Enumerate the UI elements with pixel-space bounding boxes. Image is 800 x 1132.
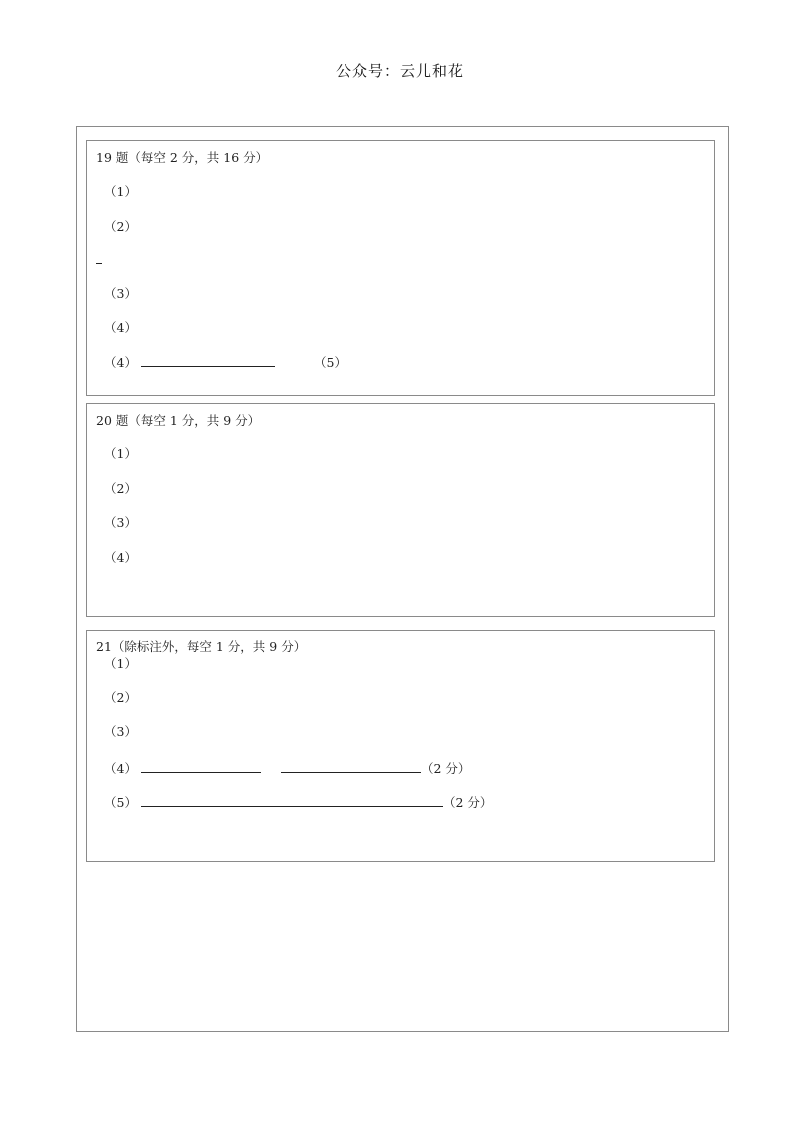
stray-dash-mark bbox=[96, 263, 102, 264]
question-20-item-1: （1） bbox=[104, 446, 137, 461]
question-19-item-4b bbox=[104, 353, 275, 371]
question-19-item-2: （2） bbox=[104, 219, 137, 234]
question-21-box bbox=[86, 630, 715, 862]
question-19-title: 19 题（每空 2 分，共 16 分） bbox=[96, 150, 269, 165]
question-21-item-2: （2） bbox=[104, 690, 137, 705]
question-19-item-4b-answer-line[interactable] bbox=[141, 354, 275, 367]
question-19-item-5: （5） bbox=[314, 355, 347, 370]
page-header-title: 公众号：云儿和花 bbox=[335, 62, 464, 80]
question-20-title: 20 题（每空 1 分，共 9 分） bbox=[96, 413, 261, 428]
question-20-item-4: （4） bbox=[104, 550, 137, 565]
question-19-item-4b-label: （4） bbox=[104, 355, 137, 370]
question-21-item-5-score: （2 分） bbox=[442, 795, 493, 810]
question-19-item-3: （3） bbox=[104, 286, 137, 301]
question-19-item-1: （1） bbox=[104, 184, 137, 199]
question-21-item-3: （3） bbox=[104, 724, 137, 739]
question-19-box bbox=[86, 140, 715, 396]
question-21-item-1: （1） bbox=[104, 656, 137, 671]
question-21-item-4-score: （2 分） bbox=[420, 761, 471, 776]
question-21-item-4 bbox=[104, 759, 470, 777]
question-20-item-2: （2） bbox=[104, 481, 137, 496]
question-19-item-4: （4） bbox=[104, 320, 137, 335]
question-21-title: 21（除标注外，每空 1 分，共 9 分） bbox=[96, 639, 307, 654]
question-20-item-3: （3） bbox=[104, 515, 137, 530]
question-21-item-4-label: （4） bbox=[104, 761, 137, 776]
question-21-item-4-answer-line-b[interactable] bbox=[281, 760, 421, 773]
question-21-item-5-answer-line[interactable] bbox=[141, 794, 443, 807]
question-20-box bbox=[86, 403, 715, 617]
question-21-item-5 bbox=[104, 793, 492, 811]
question-21-item-4-answer-line-a[interactable] bbox=[141, 760, 261, 773]
question-21-item-5-label: （5） bbox=[104, 795, 137, 810]
